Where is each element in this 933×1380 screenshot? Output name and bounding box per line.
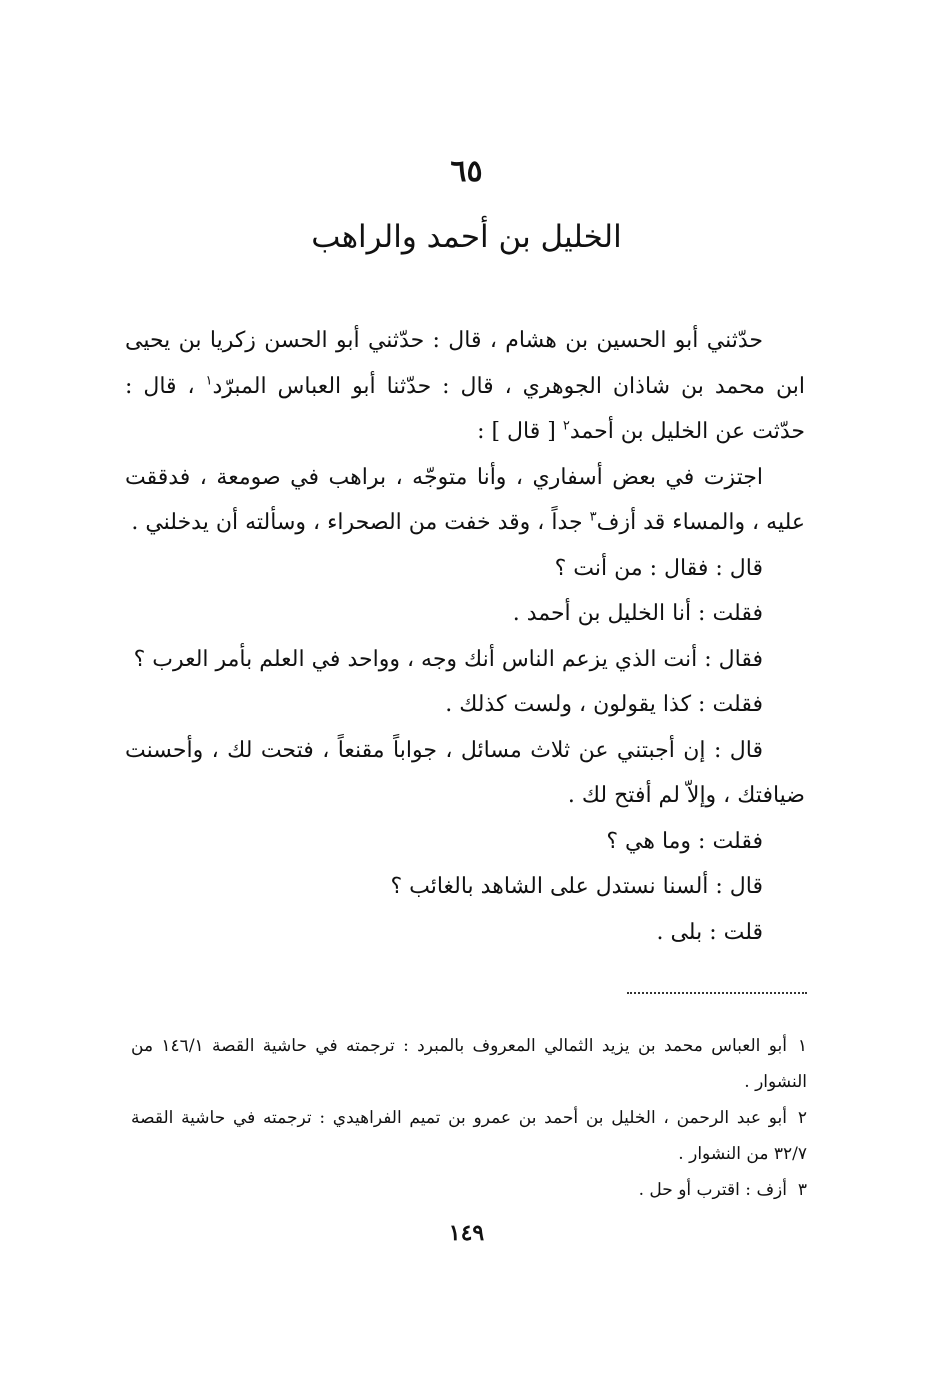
story-text-1: اجتزت في بعض أسفاري ، وأنا متوجّه ، براهب في صومعة ، فدققت عليه ، والمساء قد أزف bbox=[125, 464, 805, 535]
footnote-mark: ١ bbox=[797, 1036, 807, 1056]
footnote-ref-1: ١ bbox=[205, 373, 213, 389]
footnote-text: أبو عبد الرحمن ، الخليل بن أحمد بن عمرو بن تميم الفراهيدي : ترجمته في حاشية القصة ٣٢/٧ من النشوار . bbox=[131, 1108, 807, 1164]
footnote-text: أزف : اقترب أو حل . bbox=[638, 1180, 787, 1200]
dialog-line-8: قلت : بلى . bbox=[656, 919, 763, 945]
isnad-text-2: ، قال : حدّثت عن الخليل بن أحمد bbox=[125, 373, 805, 444]
dialog-line-6: فقلت : وما هي ؟ bbox=[606, 828, 763, 854]
footnote-mark: ٣ bbox=[797, 1180, 807, 1200]
isnad-paragraph bbox=[125, 318, 805, 455]
isnad-text-1: حدّثني أبو الحسين بن هشام ، قال : حدّثني أبو الحسن زكريا بن يحيى ابن محمد بن شاذان الجوهري ، قال : حدّثنا أبو العباس المبرّد bbox=[125, 328, 805, 399]
dialog-line-4: فقلت : كذا يقولون ، ولست كذلك . bbox=[445, 692, 763, 717]
isnad-text-3: [ قال ] : bbox=[477, 419, 563, 444]
story-body bbox=[125, 318, 805, 955]
footnotes bbox=[131, 1028, 807, 1208]
dialog-line-2: فقلت : أنا الخليل بن أحمد . bbox=[512, 601, 763, 626]
dialog-line-1: قال : فقال : من أنت ؟ bbox=[554, 555, 763, 581]
story-title: الخليل بن أحمد والراهب bbox=[311, 219, 622, 255]
dialog-line-7: قال : ألسنا نستدل على الشاهد بالغائب ؟ bbox=[390, 874, 763, 899]
footnote-text: أبو العباس محمد بن يزيد الثمالي المعروف بالمبرد : ترجمته في حاشية القصة ١٤٦/١ من النشوار . bbox=[131, 1036, 807, 1092]
footnote-3 bbox=[131, 1172, 807, 1208]
footnote-2 bbox=[131, 1100, 807, 1172]
dialog-line-3: فقال : أنت الذي يزعم الناس أنك وجه ، وواحد في العلم بأمر العرب ؟ bbox=[133, 646, 763, 672]
story-number: ٦٥ bbox=[450, 154, 483, 189]
story-text-2: جداً ، وقد خفت من الصحراء ، وسألته أن يدخلني . bbox=[131, 510, 590, 535]
footnote-mark: ٢ bbox=[797, 1108, 807, 1128]
story-paragraph bbox=[125, 455, 805, 546]
footnote-1 bbox=[131, 1028, 807, 1100]
dialog-line-5: قال : إن أجبتني عن ثلاث مسائل ، جواباً مقنعاً ، فتحت لك ، وأحسنت ضيافتك ، وإلاّ لم أفتح لك . bbox=[125, 737, 805, 808]
footnote-ref-2: ٢ bbox=[562, 418, 570, 434]
page-number: ١٤٩ bbox=[448, 1220, 485, 1246]
footnote-divider bbox=[627, 992, 807, 994]
footnote-ref-3: ٣ bbox=[589, 509, 597, 525]
